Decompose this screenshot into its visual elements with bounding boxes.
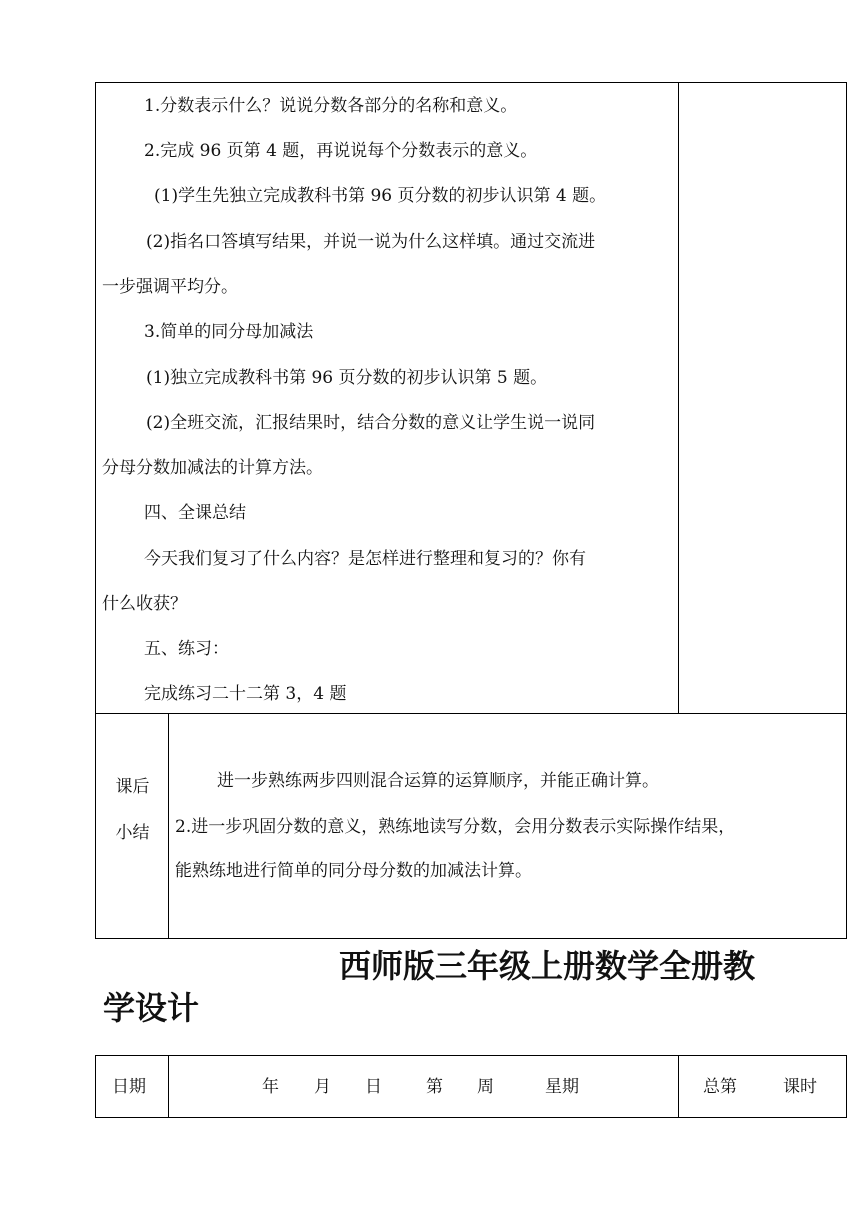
date-value-cell: [169, 1056, 679, 1117]
process-paragraph: (2)指名口答填写结果，并说一说为什么这样填。通过交流进: [146, 232, 596, 252]
process-paragraph: 3.简单的同分母加减法: [144, 322, 314, 342]
period-cell: [679, 1056, 846, 1117]
process-paragraph: 2.完成 96 页第 4 题，再说说每个分数表示的意义。: [144, 141, 538, 161]
section-heading: 五、练习：: [144, 639, 229, 659]
date-label-cell: [96, 1056, 169, 1117]
lesson-process-cell: [96, 83, 679, 714]
date-header-table: [95, 1055, 847, 1118]
process-paragraph: (1)独立完成教科书第 96 页分数的初步认识第 5 题。: [146, 368, 548, 388]
section-heading: 四、全课总结: [144, 503, 246, 523]
process-paragraph: (2)全班交流，汇报结果时，结合分数的意义让学生说一说同: [146, 413, 596, 433]
process-paragraph: (1)学生先独立完成教科书第 96 页分数的初步认识第 4 题。: [154, 186, 607, 206]
summary-line: 进一步熟练两步四则混合运算的运算顺序，并能正确计算。: [217, 771, 659, 791]
weekday-label: 星期: [545, 1077, 579, 1097]
summary-label: 课后: [115, 777, 150, 797]
day-label: 日: [365, 1077, 382, 1097]
summary-line: 2.进一步巩固分数的意义，熟练地读写分数，会用分数表示实际操作结果，: [175, 817, 736, 837]
document-title-continued: 学设计: [103, 989, 200, 1027]
document-title: 西师版三年级上册数学全册教: [339, 947, 756, 985]
period-label: 课时: [783, 1077, 817, 1097]
process-paragraph: 分母分数加减法的计算方法。: [102, 458, 323, 478]
process-paragraph: 什么收获？: [102, 594, 187, 614]
summary-label: 小结: [115, 823, 150, 843]
date-label: 日期: [112, 1077, 146, 1097]
week-suffix: 周: [477, 1077, 494, 1097]
total-period-prefix: 总第: [703, 1077, 737, 1097]
summary-label-cell: [96, 714, 169, 938]
summary-line: 能熟练地进行简单的同分母分数的加减法计算。: [175, 861, 532, 881]
process-paragraph: 完成练习二十二第 3，4 题: [144, 684, 347, 704]
notes-cell: [679, 83, 846, 714]
year-label: 年: [262, 1077, 279, 1097]
month-label: 月: [314, 1077, 331, 1097]
process-paragraph: 今天我们复习了什么内容？是怎样进行整理和复习的？你有: [144, 549, 586, 569]
process-paragraph: 1.分数表示什么？说说分数各部分的名称和意义。: [144, 96, 518, 116]
process-paragraph: 一步强调平均分。: [102, 277, 238, 297]
week-prefix: 第: [426, 1077, 443, 1097]
lesson-table: [95, 82, 847, 939]
summary-content-cell: [169, 714, 846, 938]
